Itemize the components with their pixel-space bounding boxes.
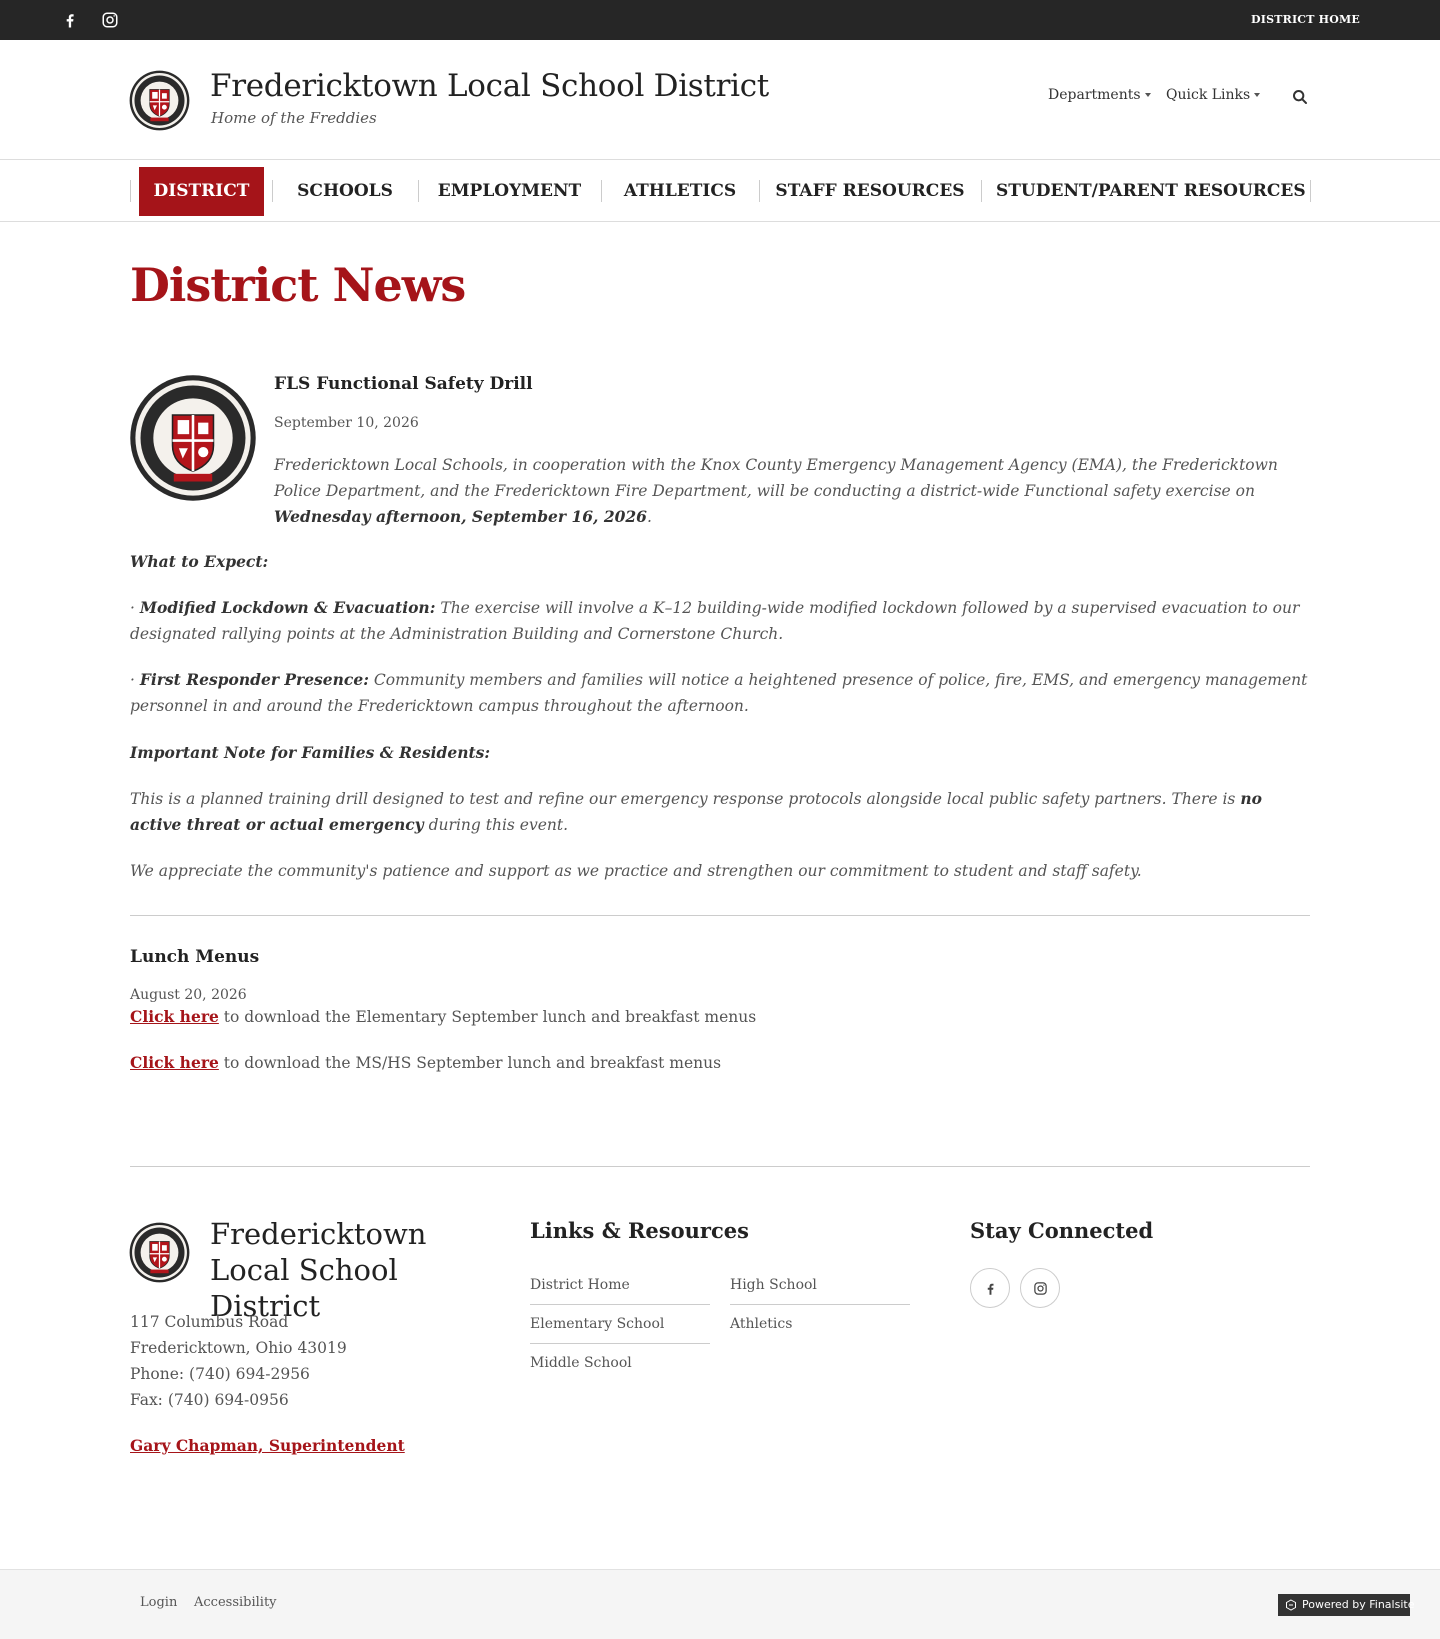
nav-divider [981, 180, 982, 202]
nav-divider [759, 180, 760, 202]
bullet-lockdown: · Modified Lockdown & Evacuation: The exercise will involve a K–12 building-wide modified lockdown followed by a supervised evacuation to our designated rallying points at the Administration Building and Cornerstone Church. [130, 598, 1300, 643]
bottom-bar [0, 1569, 1440, 1639]
facebook-icon[interactable] [61, 11, 79, 29]
post-title[interactable]: FLS Functional Safety Drill [274, 374, 533, 394]
closing-text: We appreciate the community's patience and support as we practice and strengthen our commitment to student and staff safety. [130, 862, 1142, 880]
district-home-link[interactable]: DISTRICT HOME [1250, 13, 1360, 26]
intro-text: Fredericktown Local Schools, in cooperation with the Knox County Emergency Management Agency (EMA), the Fredericktown Police Department, and the Fredericktown Fire Department, will be conducting a district-wide Functional safety exercise on [274, 456, 1278, 500]
post-title-lunch-menus[interactable]: Lunch Menus [130, 947, 260, 967]
instagram-icon[interactable] [101, 11, 119, 29]
nav-item-schools[interactable]: SCHOOLS [297, 181, 393, 201]
post-date: September 10, 2026 [274, 415, 419, 431]
footer-district-name: Fredericktown Local School District [210, 1217, 427, 1323]
bullet-first-responder: · First Responder Presence: Community members and families will notice a heightened presence of police, fire, EMS, and emergency management personnel in and around the Fredericktown campus throughout the afternoon. [130, 670, 1308, 715]
footer-link-middle-school[interactable]: Middle School [530, 1355, 632, 1371]
nav-item-athletics[interactable]: ATHLETICS [623, 181, 737, 201]
quick-links-label: Quick Links [1166, 87, 1251, 103]
stay-connected-heading: Stay Connected [970, 1218, 1154, 1243]
what-to-expect-heading [130, 549, 1310, 575]
note-text: This is a planned training drill designed to test and refine our emergency response protocols alongside local public safety partners. There is [130, 790, 1241, 808]
nav-divider [418, 180, 419, 202]
nav-divider [601, 180, 602, 202]
post-intro [274, 452, 1310, 530]
footer-link-athletics[interactable]: Athletics [730, 1316, 793, 1332]
elementary-menu-text: to download the Elementary September lunch and breakfast menus [218, 1008, 757, 1026]
caret-down-icon [1145, 93, 1151, 97]
bullet-lockdown-label: Modified Lockdown & Evacuation: [139, 598, 436, 617]
nav-divider [1310, 180, 1311, 202]
footer-instagram-icon[interactable] [1020, 1268, 1060, 1308]
nav-item-employment[interactable]: EMPLOYMENT [437, 181, 582, 201]
important-note-text [130, 786, 1310, 838]
nav-item-district[interactable]: DISTRICT [139, 167, 264, 216]
caret-down-icon [1254, 93, 1260, 97]
what-to-expect-label: What to Expect: [130, 552, 269, 571]
finalsite-logo-icon [1285, 1599, 1297, 1611]
top-bar [0, 0, 1440, 40]
site-tagline: Home of the Freddies [211, 109, 377, 127]
footer-divider [130, 1166, 1310, 1167]
mshs-menu-text: to download the MS/HS September lunch and breakfast menus [218, 1054, 722, 1072]
footer-link-high-school[interactable]: High School [730, 1266, 910, 1305]
district-seal-logo[interactable] [129, 70, 190, 131]
important-note-heading [130, 740, 1310, 766]
bullet-lockdown-text: The exercise will involve a K–12 building-wide modified lockdown followed by a supervised evacuation to our designated rallying points at the Administration Building and Cornerstone Church. [130, 599, 1300, 643]
post-date: August 20, 2026 [130, 987, 247, 1003]
post-divider [130, 915, 1310, 916]
intro-end: . [646, 508, 652, 526]
accessibility-link[interactable]: Accessibility [194, 1595, 277, 1610]
elementary-menu-line [130, 1007, 756, 1026]
bullet-first-responder-text: Community members and families will notice a heightened presence of police, fire, EMS, and emergency management personnel in and around the Fredericktown campus throughout the afternoon. [130, 671, 1308, 715]
bullet-first-responder-label: First Responder Presence: [139, 670, 369, 689]
links-resources-heading: Links & Resources [530, 1218, 749, 1243]
footer-fax: Fax: (740) 694-0956 [130, 1391, 289, 1409]
nav-divider [130, 180, 131, 202]
post-thumbnail-seal [129, 374, 257, 502]
login-link[interactable]: Login [140, 1595, 178, 1610]
footer-seal-logo[interactable] [129, 1222, 190, 1283]
elementary-menu-link[interactable]: Click here [130, 1007, 219, 1026]
footer-link-district-home[interactable]: District Home [530, 1266, 710, 1305]
mshs-menu-line [130, 1053, 721, 1072]
powered-by-finalsite-badge[interactable] [1278, 1594, 1415, 1616]
nav-item-staff-resources[interactable]: STAFF RESOURCES [775, 181, 965, 201]
intro-date-bold: Wednesday afternoon, September 16, 2026 [274, 507, 647, 526]
note-end: during this event. [423, 816, 569, 834]
nav-item-student-parent-resources[interactable]: STUDENT/PARENT RESOURCES [996, 181, 1306, 201]
search-icon[interactable] [1292, 89, 1308, 105]
quick-links-dropdown[interactable] [1166, 87, 1260, 103]
footer-link-elementary-school[interactable]: Elementary School [530, 1305, 710, 1344]
note-bold: no active threat or actual emergency [130, 789, 1262, 834]
departments-dropdown[interactable] [1048, 87, 1151, 103]
footer-facebook-icon[interactable] [970, 1268, 1010, 1308]
main-navigation [0, 160, 1440, 222]
mshs-menu-link[interactable]: Click here [130, 1053, 219, 1072]
footer-address-street: 117 Columbus Road [130, 1313, 289, 1331]
footer-phone: Phone: (740) 694-2956 [130, 1365, 310, 1383]
departments-label: Departments [1048, 87, 1141, 103]
powered-by-label: Powered by Finalsite [1302, 1598, 1415, 1611]
footer-address-city: Fredericktown, Ohio 43019 [130, 1339, 347, 1357]
site-title[interactable]: Fredericktown Local School District [210, 68, 769, 104]
nav-divider [272, 180, 273, 202]
site-header [0, 40, 1440, 160]
important-note-label: Important Note for Families & Residents: [130, 743, 491, 762]
page-title: District News [130, 258, 466, 312]
superintendent-link[interactable]: Gary Chapman, Superintendent [130, 1436, 405, 1455]
